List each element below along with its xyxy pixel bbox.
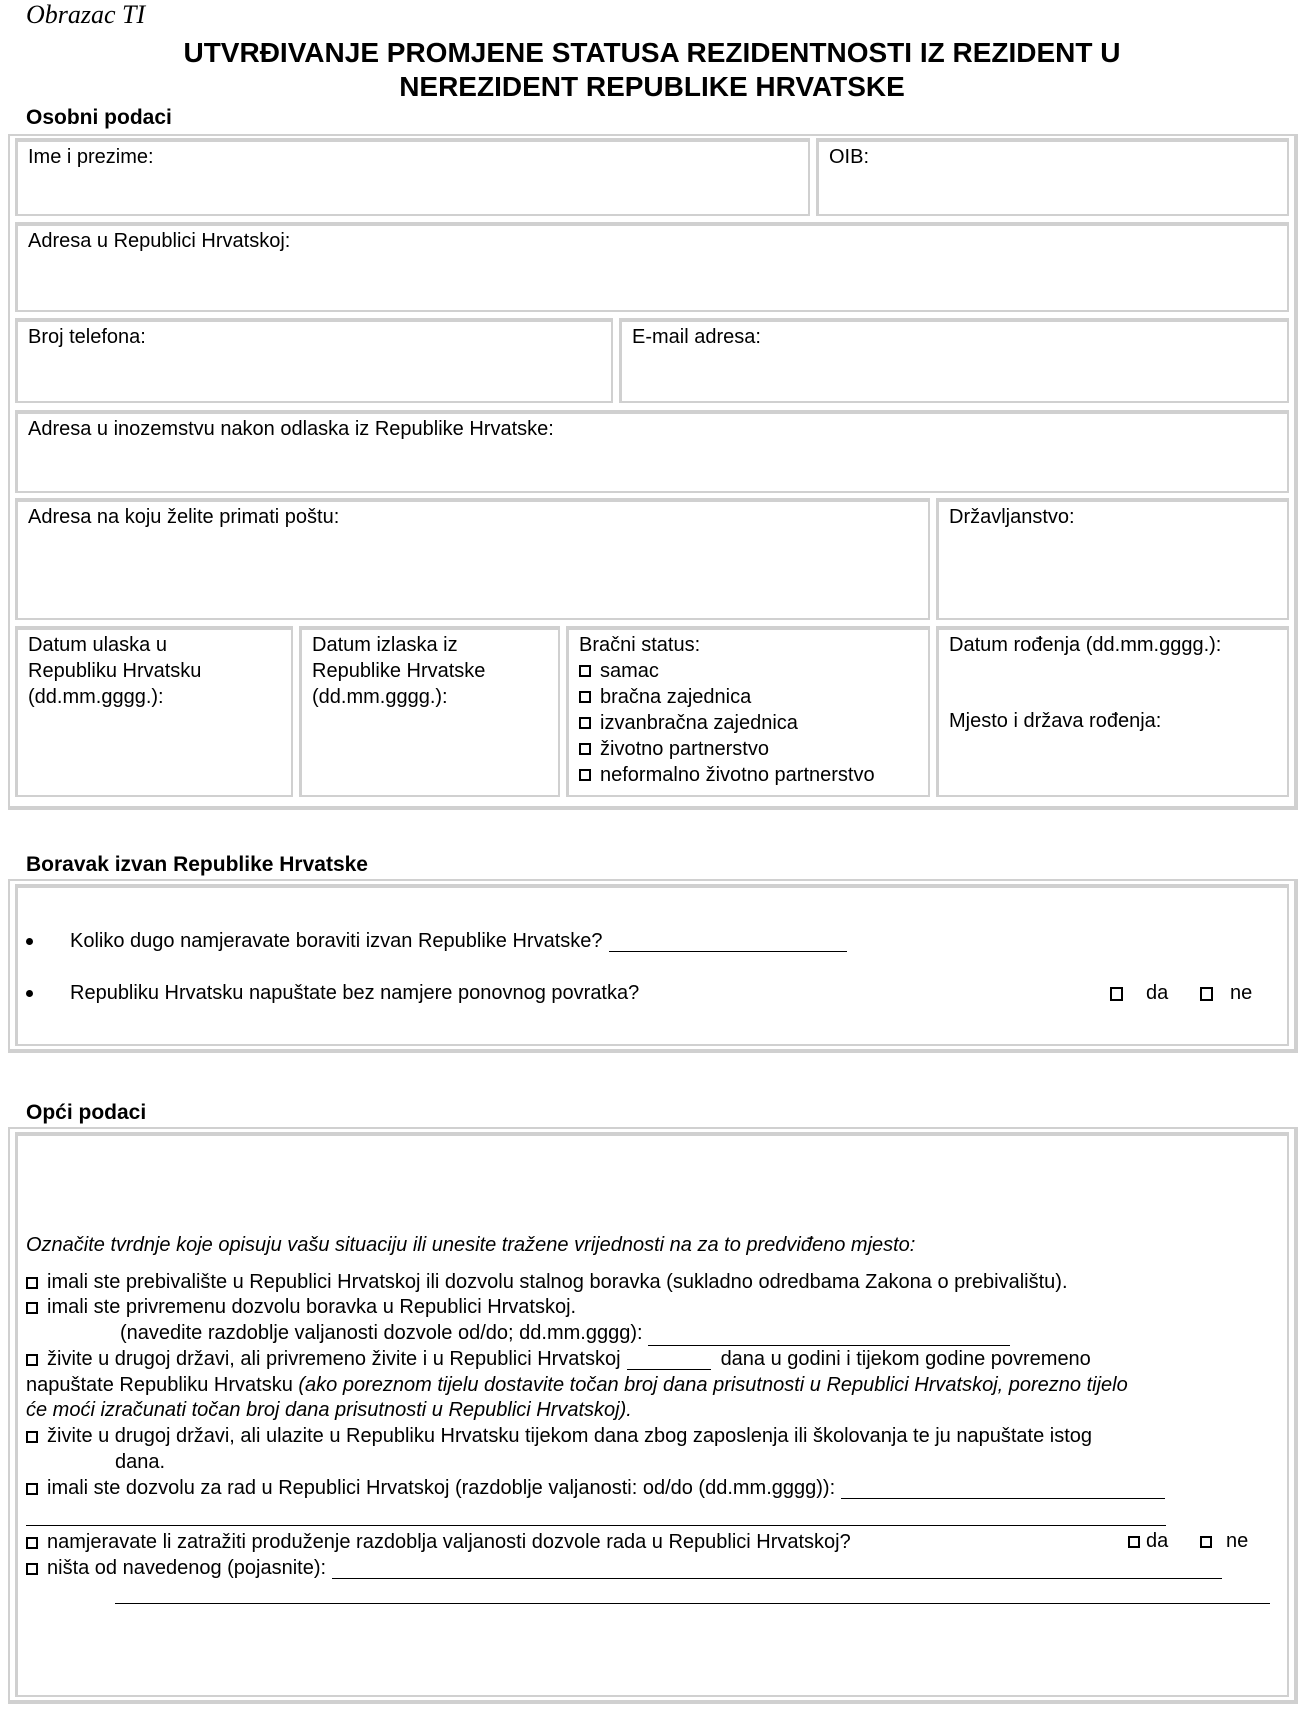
checkbox-icon[interactable]	[1200, 1536, 1212, 1548]
mail-address-label: Adresa na koju želite primati poštu:	[28, 506, 340, 528]
general-instruction: Označite tvrdnje koje opisuju vašu situaciju ili unesite tražene vrijednosti na za to predviđeno mjesto:	[26, 1234, 916, 1256]
checkbox-icon[interactable]	[26, 1302, 38, 1314]
checkbox-icon[interactable]	[26, 1537, 38, 1549]
no-label: ne	[1230, 982, 1253, 1004]
name-label: Ime i prezime:	[28, 146, 154, 168]
item-sub-label: (navedite razdoblje valjanosti dozvole od/do; dd.mm.gggg):	[120, 1322, 643, 1344]
form-code: Obrazac TI	[26, 0, 146, 29]
name-field[interactable]	[15, 138, 810, 216]
extend-permit-no[interactable]	[1200, 1530, 1248, 1553]
general-item-2[interactable]	[26, 1295, 576, 1320]
option-label: izvanbračna zajednica	[600, 712, 798, 734]
extend-permit-yes[interactable]	[1128, 1530, 1168, 1553]
phone-label: Broj telefona:	[28, 326, 146, 348]
checkbox-icon[interactable]	[579, 691, 591, 703]
citizenship-label: Državljanstvo:	[949, 506, 1075, 528]
item-label-cont: dana u godini i tijekom godine povremeno	[720, 1348, 1091, 1370]
general-item-5[interactable]	[26, 1476, 1165, 1501]
address-hr-field[interactable]	[15, 222, 1289, 312]
bullet-icon	[26, 938, 33, 945]
checkbox-icon[interactable]	[1128, 1536, 1140, 1548]
birth-place-label: Mjesto i država rođenja:	[949, 710, 1162, 732]
yes-label: da	[1146, 982, 1169, 1004]
exit-date-field[interactable]	[299, 626, 560, 797]
general-item-7[interactable]	[26, 1556, 1222, 1581]
section-general-heading: Opći podaci	[26, 1101, 147, 1124]
item-note: (ako poreznom tijelu dostavite točan broj dana prisutnosti u Republici Hrvatskoj, porezno tijelo	[298, 1374, 1128, 1396]
marital-status-label: Bračni status:	[579, 634, 701, 656]
no-return-label: Republiku Hrvatsku napuštate bez namjere ponovnog povratka?	[70, 982, 640, 1004]
work-permit-validity-input[interactable]	[841, 1478, 1165, 1499]
entry-date-label-line-2: Republiku Hrvatsku	[28, 660, 202, 682]
marital-option-izvanbracna-zajednica[interactable]	[579, 710, 875, 736]
stay-duration-question	[26, 930, 847, 953]
stay-duration-input[interactable]	[609, 931, 847, 952]
checkbox-icon[interactable]	[579, 717, 591, 729]
email-label: E-mail adresa:	[632, 326, 761, 348]
checkbox-icon[interactable]	[579, 743, 591, 755]
exit-date-label-line-3: (dd.mm.gggg.):	[312, 686, 448, 708]
yes-label: da	[1146, 1530, 1169, 1552]
permit-validity-input[interactable]	[648, 1325, 1010, 1346]
birth-date-label: Datum rođenja (dd.mm.gggg.):	[949, 634, 1222, 656]
form-title-line-2: NEREZIDENT REPUBLIKE HRVATSKE	[399, 71, 905, 102]
explain-input-line-2[interactable]	[115, 1603, 1270, 1604]
exit-date-label	[312, 632, 485, 710]
option-label: neformalno životno partnerstvo	[600, 764, 875, 786]
item-label: živite u drugoj državi, ali ulazite u Republiku Hrvatsku tijekom dana zbog zaposlenja ili školovanja te ju napuštate istog	[47, 1425, 1093, 1447]
work-permit-validity-input-line-2[interactable]	[26, 1525, 1166, 1526]
marital-option-samac[interactable]	[579, 658, 875, 684]
checkbox-icon[interactable]	[579, 769, 591, 781]
no-return-yes[interactable]	[1110, 982, 1168, 1005]
option-label: bračna zajednica	[600, 686, 752, 708]
address-abroad-label: Adresa u inozemstvu nakon odlaska iz Republike Hrvatske:	[28, 418, 554, 440]
marital-option-zivotno-partnerstvo[interactable]	[579, 736, 875, 762]
address-abroad-field[interactable]	[15, 410, 1289, 493]
days-input[interactable]	[627, 1349, 711, 1370]
mail-address-field[interactable]	[15, 498, 930, 620]
form-title-line-1: UTVRĐIVANJE PROMJENE STATUSA REZIDENTNOSTI IZ REZIDENT U	[183, 37, 1121, 68]
item-label: imali ste privremenu dozvolu boravka u Republici Hrvatskoj.	[47, 1296, 577, 1318]
checkbox-icon[interactable]	[26, 1483, 38, 1495]
no-return-no[interactable]	[1200, 982, 1252, 1005]
item-label: imali ste dozvolu za rad u Republici Hrvatskoj (razdoblje valjanosti: od/do (dd.mm.gggg)):	[47, 1477, 836, 1499]
citizenship-field[interactable]	[936, 498, 1289, 620]
item-label: ništa od navedenog (pojasnite):	[47, 1557, 327, 1579]
phone-field[interactable]	[15, 318, 613, 403]
option-label: životno partnerstvo	[600, 738, 769, 760]
section-personal-heading: Osobni podaci	[26, 106, 172, 129]
no-label: ne	[1226, 1530, 1249, 1552]
birth-info-field[interactable]	[936, 626, 1289, 797]
checkbox-icon[interactable]	[579, 665, 591, 677]
item-label: namjeravate li zatražiti produženje razdoblja valjanosti dozvole rada u Republici Hrvatskoj?	[47, 1531, 851, 1553]
bullet-icon	[26, 990, 33, 997]
general-item-3-cont	[26, 1373, 1128, 1398]
marital-status-content	[579, 632, 875, 788]
exit-date-label-line-1: Datum izlaska iz	[312, 634, 458, 656]
entry-date-field[interactable]	[15, 626, 293, 797]
marital-option-neformalno-partnerstvo[interactable]	[579, 762, 875, 788]
stay-abroad-cell	[15, 884, 1289, 1046]
option-label: samac	[600, 660, 659, 682]
general-item-3-note: će moći izračunati točan broj dana prisutnosti u Republici Hrvatskoj).	[26, 1399, 632, 1421]
no-return-question	[26, 982, 639, 1005]
checkbox-icon[interactable]	[26, 1277, 38, 1289]
marital-option-bracna-zajednica[interactable]	[579, 684, 875, 710]
checkbox-icon[interactable]	[26, 1431, 38, 1443]
oib-label: OIB:	[829, 146, 870, 168]
entry-date-label	[28, 632, 201, 710]
general-item-1[interactable]	[26, 1270, 1068, 1295]
checkbox-icon[interactable]	[26, 1354, 38, 1366]
explain-input[interactable]	[332, 1558, 1222, 1579]
marital-status-group	[566, 626, 930, 797]
item-label-cont: napuštate Republiku Hrvatsku	[26, 1374, 293, 1396]
general-item-3[interactable]	[26, 1347, 1091, 1372]
checkbox-icon[interactable]	[26, 1563, 38, 1575]
general-item-2-sub	[120, 1321, 1010, 1346]
item-label: živite u drugoj državi, ali privremeno živite i u Republici Hrvatskoj	[47, 1348, 621, 1370]
general-item-4[interactable]	[26, 1424, 1092, 1449]
oib-field[interactable]	[816, 138, 1289, 216]
checkbox-icon[interactable]	[1110, 987, 1123, 1001]
address-hr-label: Adresa u Republici Hrvatskoj:	[28, 230, 291, 252]
general-item-4-cont: dana.	[115, 1451, 166, 1473]
checkbox-icon[interactable]	[1200, 987, 1213, 1001]
stay-duration-label: Koliko dugo namjeravate boraviti izvan Republike Hrvatske?	[70, 930, 603, 952]
exit-date-label-line-2: Republike Hrvatske	[312, 660, 486, 682]
entry-date-label-line-1: Datum ulaska u	[28, 634, 167, 656]
item-label: imali ste prebivalište u Republici Hrvatskoj ili dozvolu stalnog boravka (sukladno odredbama Zakona o prebivalištu).	[47, 1271, 1068, 1293]
general-item-6[interactable]	[26, 1530, 851, 1555]
email-field[interactable]	[619, 318, 1289, 403]
section-stay-abroad-heading: Boravak izvan Republike Hrvatske	[26, 853, 368, 876]
entry-date-label-line-3: (dd.mm.gggg.):	[28, 686, 164, 708]
